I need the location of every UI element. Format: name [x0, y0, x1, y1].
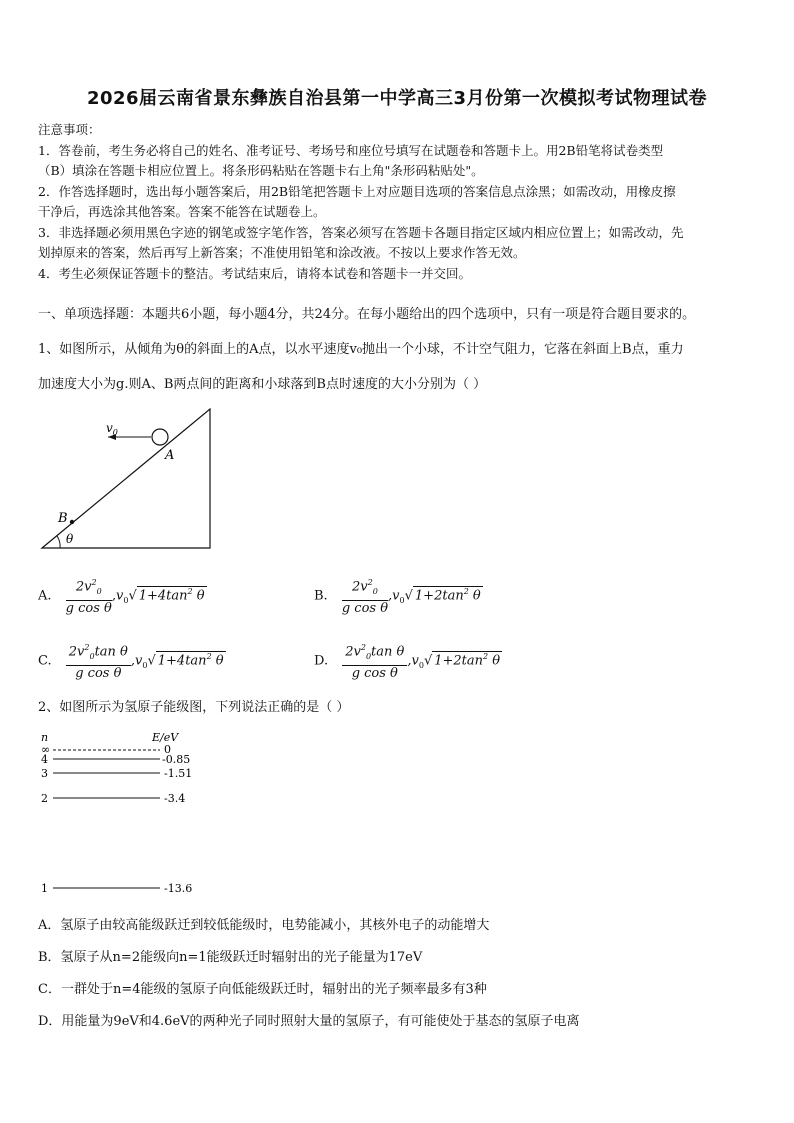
q2-option-d[interactable]: D．用能量为9eV和4.6eV的两种光子同时照射大量的氢原子，有可能使处于基态的氢原子电离 [38, 1014, 580, 1029]
notes-line: 1．答卷前，考生务必将自己的姓名、准考证号、考场号和座位号填写在试题卷和答题卡上。用2B铅笔将试卷类型 [38, 142, 664, 158]
level-e-2: -3.4 [164, 792, 186, 805]
q1-stem-line1: 1、如图所示，从倾角为θ的斜面上的A点，以水平速度v₀抛出一个小球，不计空气阻力，它落在斜面上B点，重力 [38, 342, 684, 357]
v0-label: $v_0$ [106, 421, 118, 437]
level-e-4: -0.85 [162, 753, 191, 766]
incline-figure [38, 405, 228, 555]
level-e-3: -1.51 [164, 767, 193, 780]
incline-triangle [42, 409, 210, 548]
point-b [70, 520, 74, 524]
q2-stem: 2、如图所示为氢原子能级图，下列说法正确的是（ ） [38, 700, 350, 715]
notes-line: （B）填涂在答题卡相应位置上。将条形码粘贴在答题卡右上角"条形码粘贴处"。 [38, 163, 484, 178]
notes-line: 4．考生必须保证答题卡的整洁。考试结束后，请将本试卷和答题卡一并交回。 [38, 265, 471, 281]
level-n-2: 2 [41, 792, 48, 805]
ball [152, 429, 168, 445]
q2-option-a[interactable]: A．氢原子由较高能级跃迁到较低能级时，电势能减小，其核外电子的动能增大 [38, 918, 490, 933]
point-a-label: A [165, 448, 175, 463]
section-heading: 一、单项选择题：本题共6小题，每小题4分，共24分。在每小题给出的四个选项中，只有一项是符合题目要求的。 [38, 307, 696, 322]
q1-option-a[interactable]: A. $\frac{2v^2_0}{\text{g cos θ}}$ $,v_0√$ $1+4\tan^2$ θ [38, 575, 207, 617]
level-n-inf: ∞ [41, 743, 51, 756]
level-e-1: -13.6 [164, 882, 193, 895]
q2-option-c[interactable]: C．一群处于n=4能级的氢原子向低能级跃迁时，辐射出的光子频率最多有3种 [38, 982, 487, 997]
notes-block [38, 120, 760, 284]
point-b-label: B [58, 511, 68, 526]
level-n-1: 1 [41, 882, 48, 895]
n-axis-label: n [41, 731, 49, 744]
energy-axis-label: E/eV [152, 731, 179, 744]
notes-line: 3．非选择题必须用黑色字迹的钢笔或签字笔作答，答案必须写在答题卡各题目指定区域内相应位置上；如需改动，先 [38, 224, 684, 240]
q1-option-b[interactable]: B. $\frac{2v^2_0}{\text{g cos θ}}$ $,v_0√$ $1+2\tan^2$ θ [314, 575, 483, 617]
q1-option-c[interactable]: C. $\frac{2v^2_0\tan \theta}{\text{g cos θ}}$ $,v_0√$ $1+4\tan^2$ θ [38, 640, 226, 682]
notes-line: 干净后，再选涂其他答案。答案不能答在试题卷上。 [38, 204, 326, 219]
q2-option-b[interactable]: B．氢原子从n=2能级向n=1能级跃迁时辐射出的光子能量为17eV [38, 950, 423, 965]
level-n-3: 3 [41, 767, 48, 780]
notes-heading: 注意事项： [38, 122, 101, 137]
level-n-4: 4 [41, 753, 48, 766]
energy-level-diagram [38, 728, 208, 898]
page-title: 2026届云南省景东彝族自治县第一中学高三3月份第一次模拟考试物理试卷 [86, 88, 708, 109]
q1-stem-line2: 加速度大小为g.则A、B两点间的距离和小球落到B点时速度的大小分别为（ ） [38, 377, 487, 392]
level-e-inf: 0 [164, 743, 171, 756]
notes-line: 划掉原来的答案，然后再写上新答案；不准使用铅笔和涂改液。不按以上要求作答无效。 [38, 245, 526, 260]
angle-arc [57, 536, 60, 548]
theta-label: θ [66, 532, 74, 546]
notes-line: 2．作答选择题时，选出每小题答案后，用2B铅笔把答题卡上对应题目选项的答案信息点涂黑；如需改动，用橡皮擦 [38, 183, 676, 199]
q1-option-d[interactable]: D. $\frac{2v^2_0\tan \theta}{\text{g cos θ}}$ $,v_0√$ $1+2\tan^2$ θ [314, 640, 502, 682]
